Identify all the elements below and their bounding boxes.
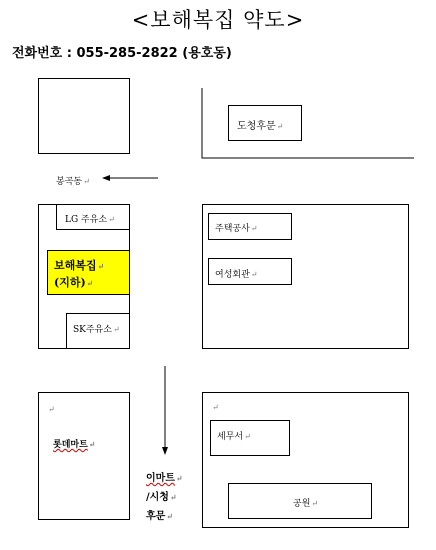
emart-label-1: 이마트↵ xyxy=(146,473,183,484)
page-title: <보해복집 약도> xyxy=(131,8,305,32)
bonggok-label: 봉곡동↵ xyxy=(56,177,90,187)
dochung-gate-box xyxy=(228,105,302,141)
yeoseong-hall-label: 여성회관↵ xyxy=(215,270,258,280)
dochung-gate-label: 도청후문↵ xyxy=(237,121,284,132)
block-top-left xyxy=(38,78,130,154)
para-mark: ↵ xyxy=(212,403,219,412)
park-label: 공원↵ xyxy=(293,499,319,509)
emart-label-2: /시청↵ xyxy=(146,492,177,503)
arrow-left-head xyxy=(102,175,110,181)
yeoseong-hall-box xyxy=(208,258,292,285)
sk-gas-station-box xyxy=(66,313,130,349)
lg-gas-station-label: LG 주유소↵ xyxy=(65,215,115,225)
sk-gas-station-label: SK주유소↵ xyxy=(73,325,120,335)
arrow-down-head xyxy=(162,447,168,455)
lotte-mart-label: 롯데마트↵ xyxy=(53,439,96,450)
bohae-restaurant-floor: (지하)↵ xyxy=(54,276,94,289)
jutaek-box xyxy=(208,213,292,240)
emart-label-3: 후문↵ xyxy=(146,511,174,522)
park-box xyxy=(228,483,372,519)
bohae-restaurant-box xyxy=(47,250,130,295)
bohae-restaurant-name: 보해복집↵ xyxy=(54,259,105,272)
lg-gas-station-box xyxy=(56,204,130,230)
jutaek-label: 주택공사↵ xyxy=(215,224,258,234)
semuseo-label: 세무서↵ xyxy=(217,432,251,442)
phone-number: 전화번호 : 055-285-2822 (용호동) xyxy=(12,46,232,61)
para-mark: ↵ xyxy=(48,405,55,414)
semuseo-box xyxy=(210,420,290,456)
lotte-mart-box xyxy=(38,392,130,520)
